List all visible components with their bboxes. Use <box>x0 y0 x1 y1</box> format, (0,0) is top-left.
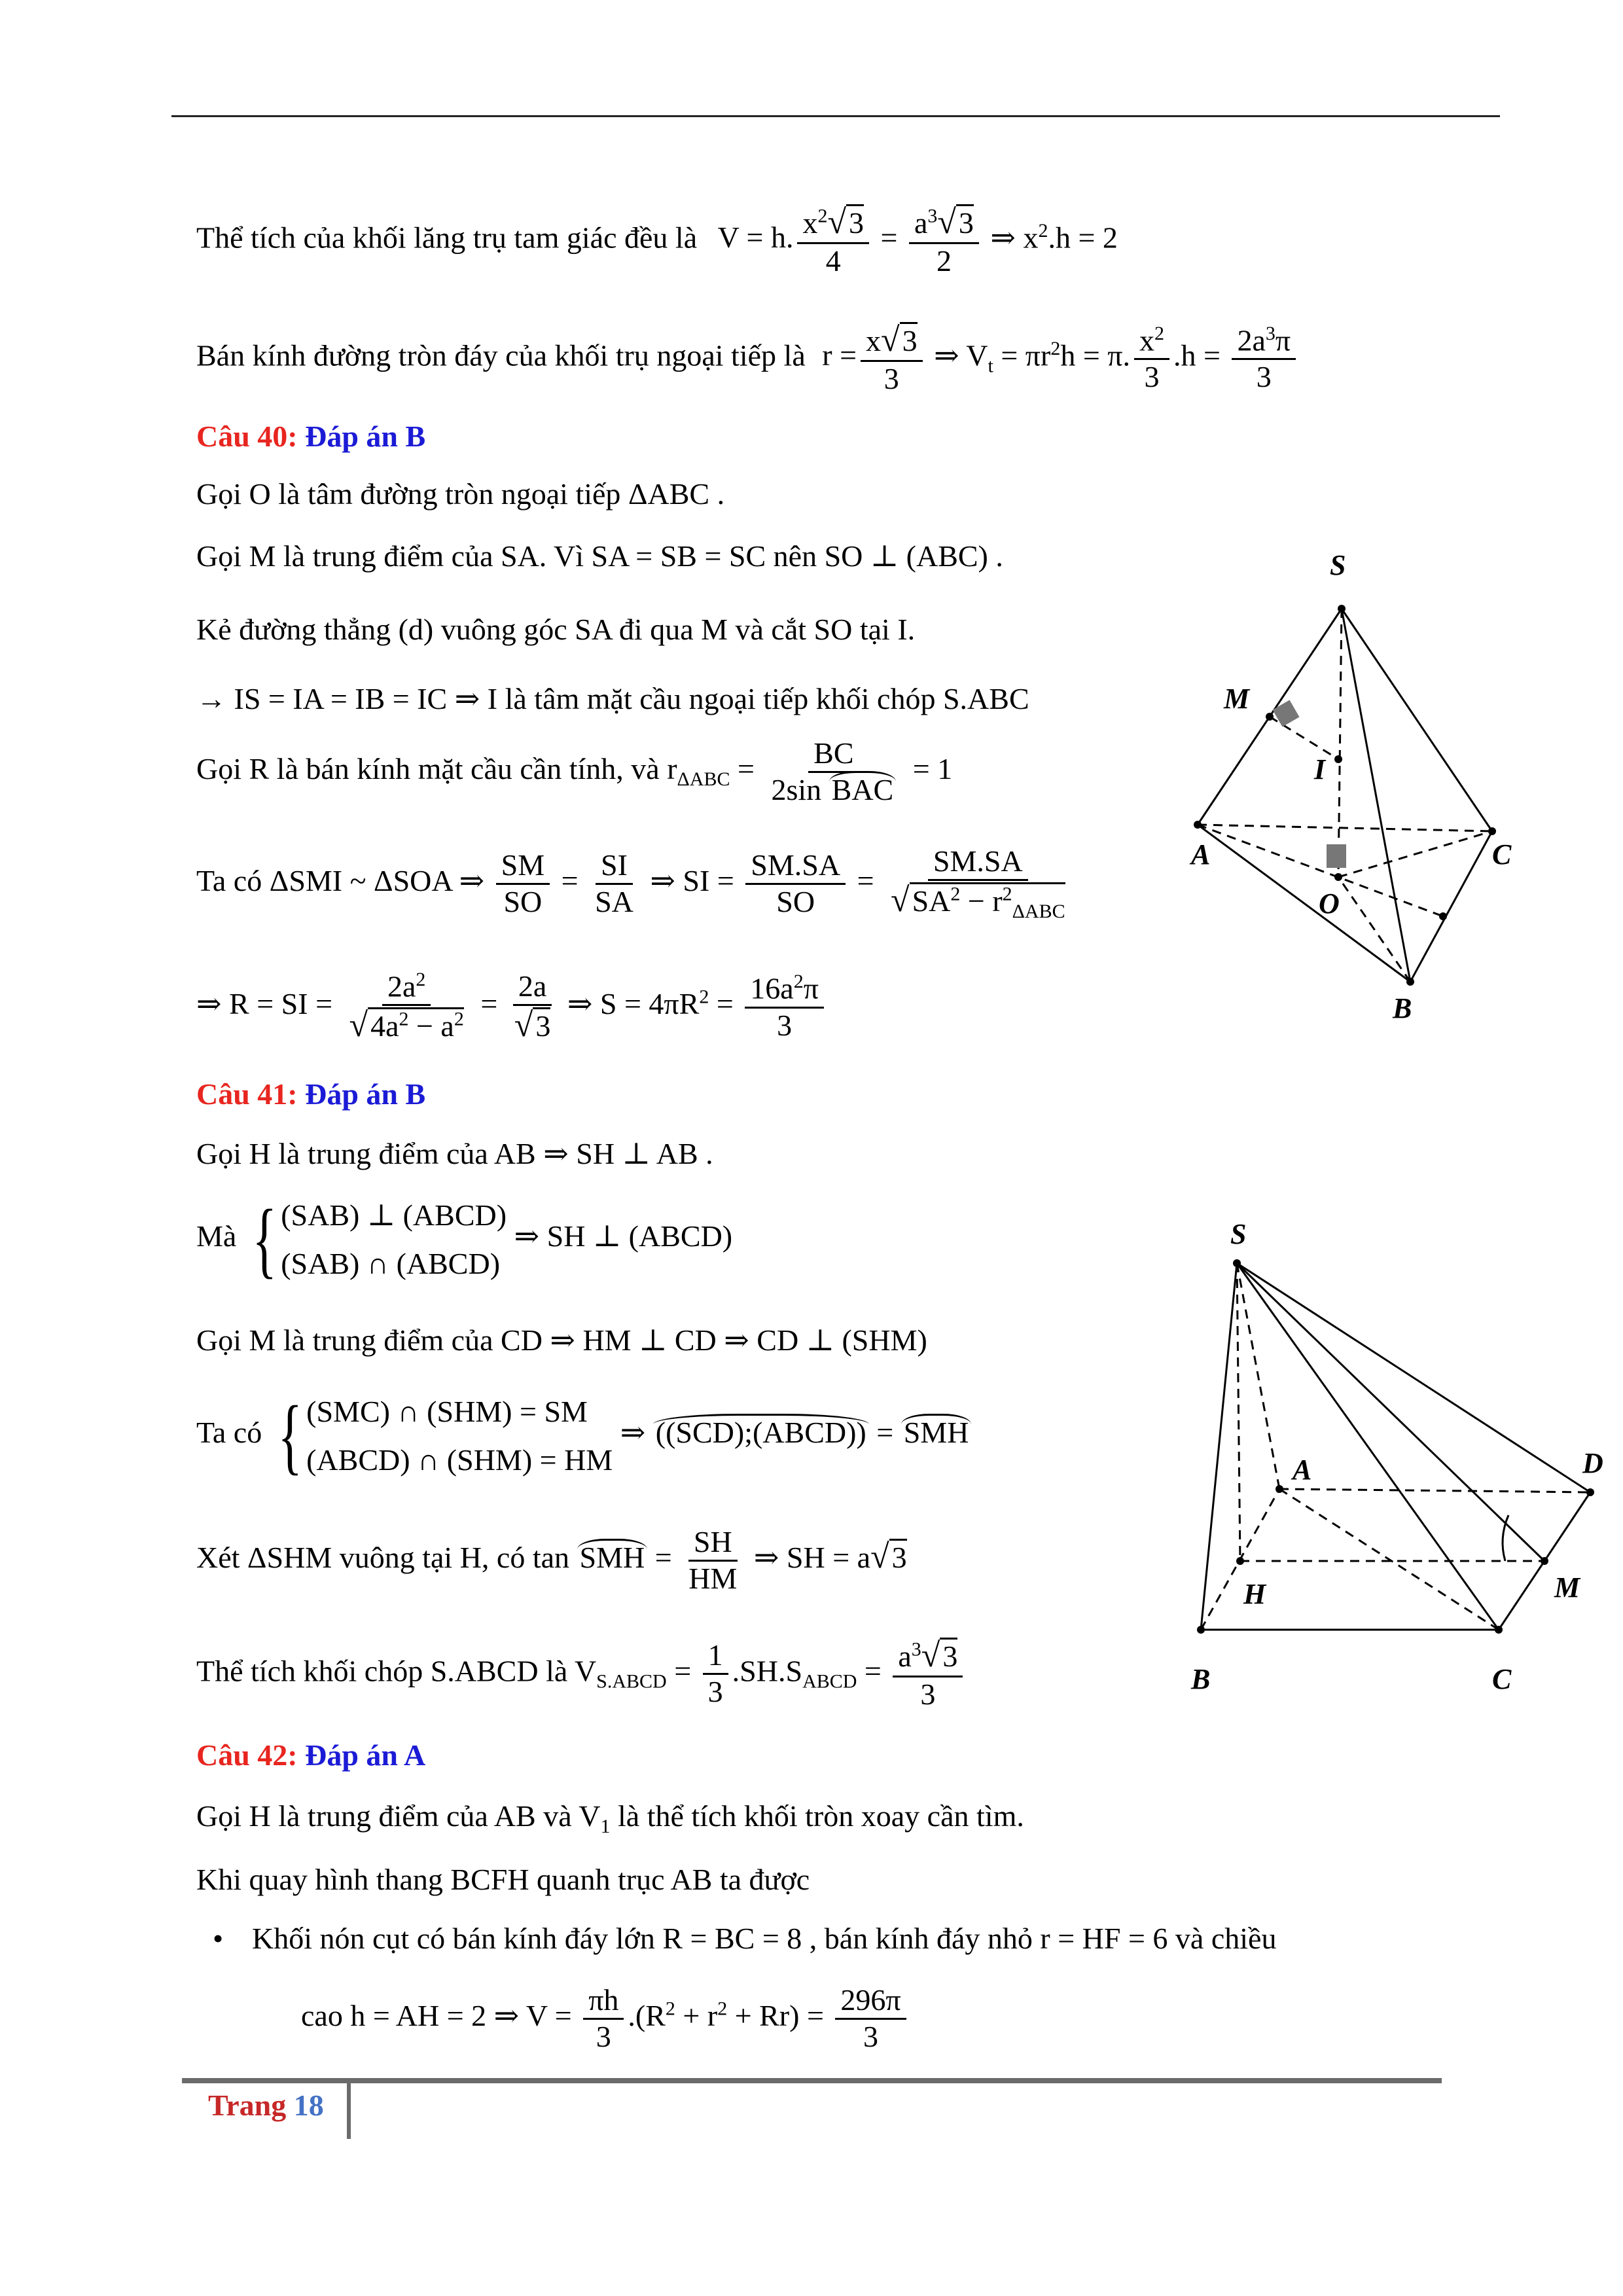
text-line: • Khối nón cụt có bán kính đáy lớn R = BC = 8 , bán kính đáy nhỏ r = HF = 6 và chiều <box>213 1922 1277 1955</box>
figure2-label: D <box>1582 1447 1603 1479</box>
question-heading-40: Câu 40: Đáp án B <box>196 420 426 453</box>
text-line: Khi quay hình thang BCFH quanh trục AB ta được <box>196 1863 810 1896</box>
header-rule <box>171 115 1500 117</box>
text-line: Gọi M là trung điểm của SA. Vì SA = SB = SC nên SO ⊥ (ABC) . <box>196 539 1003 573</box>
text-line: Xét ΔSHM vuông tại H, có tan SMH = $\frac{SH}{HM}$ ⇒ SH = a√3 <box>196 1525 907 1595</box>
figure1-label: I <box>1314 753 1326 785</box>
text-line: Thể tích khối chóp S.ABCD là $V_{S.ABCD}$ = $\frac{1}{3}$ $.SH.S_{ABCD}$ = $\frac{a^3√3}{3}$ <box>196 1636 967 1712</box>
pyramid-figure-2 <box>1178 1211 1610 1721</box>
figure1-label: C <box>1492 838 1512 870</box>
figure2-label: S <box>1230 1218 1247 1250</box>
text-line: Kẻ đường thẳng (d) vuông góc SA đi qua M và cắt SO tại I. <box>196 613 916 646</box>
text-line: → IS = IA = IB = IC ⇒ I là tâm mặt cầu ngoại tiếp khối chóp S.ABC <box>196 682 1029 715</box>
text-line: Ta có ΔSMI ~ ΔSOA ⇒ $\frac{SM}{SO}$ = $\frac{SI}{SA}$ ⇒ SI = $\frac{SM.SA}{SO}$ = $\frac{SM.SA}{√SA^2 - r^2_{\Delta ABC}}$ <box>196 844 1065 923</box>
text-line: Gọi H là trung điểm của AB và $V_1$ là thể tích khối tròn xoay cần tìm. <box>196 1799 1024 1838</box>
figure1-label: A <box>1191 838 1211 870</box>
text-line: Ta có { (SMC) ∩ (SHM) = SM (ABCD) ∩ (SHM) = HM ⇒ ((SCD);(ABCD)) = SMH <box>196 1388 971 1484</box>
figure1-label: S <box>1330 549 1346 581</box>
figure2-label: H <box>1243 1578 1266 1610</box>
figure2-label: M <box>1554 1571 1580 1604</box>
page-number: 18 <box>293 2089 324 2122</box>
footer-divider <box>347 2083 351 2139</box>
text-line: Gọi H là trung điểm của AB ⇒ SH ⊥ AB . <box>196 1137 713 1170</box>
figure2-label: B <box>1191 1663 1211 1695</box>
figure2-label: C <box>1492 1663 1512 1695</box>
figure1-label: O <box>1319 888 1340 920</box>
figure1-label: M <box>1224 683 1250 715</box>
question-heading-42: Câu 42: Đáp án A <box>196 1738 426 1772</box>
text-line: Gọi R là bán kính mặt cầu cần tính, và $r_{\Delta ABC}$ = $\frac{BC}{\text{2sin BAC}}$ = 1 <box>196 736 953 806</box>
text-line: ⇒ R = SI = $\frac{2a^2}{√4a^2 - a^2}$ = $\frac{2a}{√3}$ ⇒ $S = 4\pi R^2$ = $\frac{16a^2\pi}{3}$ <box>196 969 828 1045</box>
text-line: Bán kính đường tròn đáy của khối trụ ngoại tiếp là r = $\frac{x√3}{3}$ ⇒ $V_t = \pi r^2h = \pi$. $\frac{x^2}{3}$ .h = $\frac{2a^3\pi}{3}$ <box>196 321 1300 397</box>
text-line: Gọi M là trung điểm của CD ⇒ HM ⊥ CD ⇒ CD ⊥ (SHM) <box>196 1323 927 1357</box>
figure1-label: B <box>1393 992 1412 1024</box>
question-heading-41: Câu 41: Đáp án B <box>196 1077 426 1111</box>
text-line: cao h = AH = 2 ⇒ V = $\frac{\pi h}{3}$ $.(R^2 + r^2 + Rr)$ = $\frac{296\pi}{3}$ <box>301 1983 910 2054</box>
text-line: Thể tích của khối lăng trụ tam giác đều là V = h. $\frac{x^2√3}{4}$ = $\frac{a^3√3}{2}$ ⇒ $x^2.h = 2$ <box>196 204 1118 278</box>
footer-label: Trang <box>208 2089 287 2122</box>
figure2-label: A <box>1293 1454 1312 1486</box>
text-line: Gọi O là tâm đường tròn ngoại tiếp ΔABC . <box>196 477 725 511</box>
page-footer <box>208 2088 324 2123</box>
text-line: Mà { (SAB) ⊥ (ABCD) (SAB) ∩ (ABCD) ⇒ SH ⊥ (ABCD) <box>196 1192 733 1287</box>
footer-rule <box>182 2078 1442 2083</box>
pyramid-figure-1 <box>1185 537 1512 1047</box>
